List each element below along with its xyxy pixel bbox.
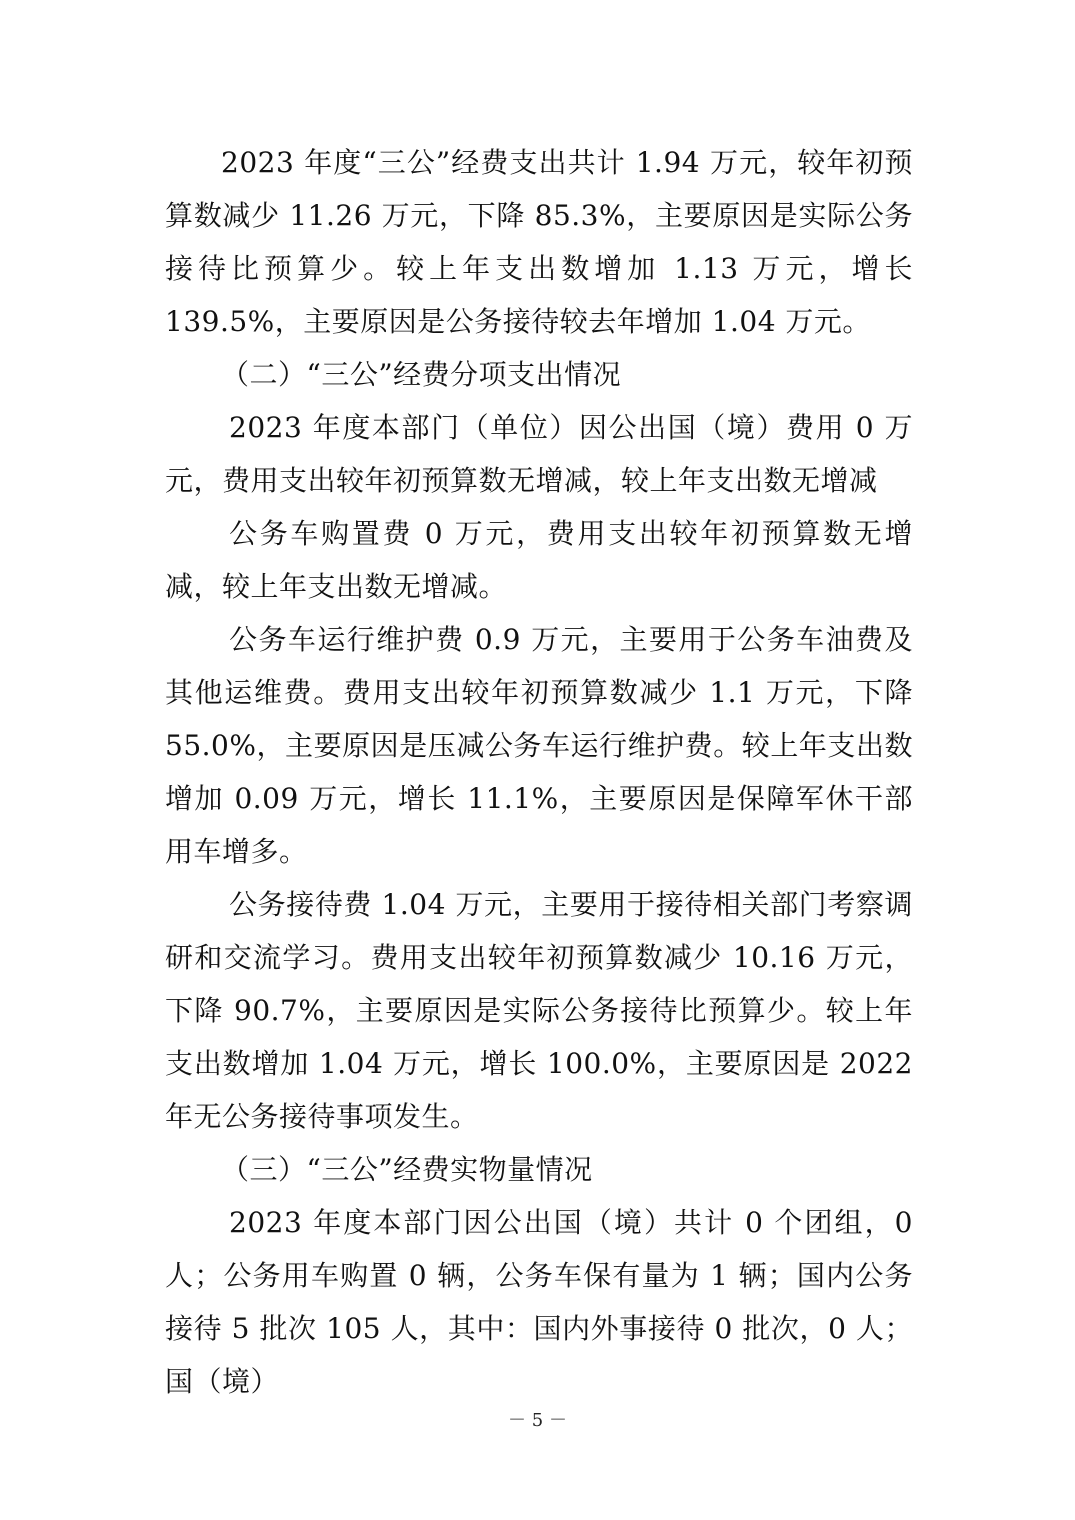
paragraph-physical-quantity: 2023 年度本部门因公出国（境）共计 0 个团组，0 人；公务用车购置 0 辆，公务车保有量为 1 辆；国内公务接待 5 批次 105 人，其中：国内外事接待 0 批次，0 人；国（境） xyxy=(165,1206,913,1398)
paragraph-overseas-travel: 2023 年度本部门（单位）因公出国（境）费用 0 万元，费用支出较年初预算数无增减，较上年支出数无增减 xyxy=(165,411,913,497)
paragraph-vehicle-maintenance: 公务车运行维护费 0.9 万元，主要用于公务车油费及其他运维费。费用支出较年初预算数减少 1.1 万元，下降 55.0%，主要原因是压减公务车运行维护费。较上年支出数增加 0.09 万元，增长 11.1%，主要原因是保障军休干部用车增多。 xyxy=(165,623,913,868)
paragraph-summary: 2023 年度“三公”经费支出共计 1.94 万元，较年初预算数减少 11.26 万元，下降 85.3%，主要原因是实际公务接待比预算少。较上年支出数增加 1.13 万元，增长 139.5%，主要原因是公务接待较去年增加 1.04 万元。 xyxy=(165,146,913,338)
page-number: － 5 － xyxy=(508,1410,567,1431)
section-heading-3: （三）“三公”经费实物量情况 xyxy=(221,1153,593,1186)
paragraph-vehicle-purchase: 公务车购置费 0 万元，费用支出较年初预算数无增减，较上年支出数无增减。 xyxy=(165,517,913,603)
document-body xyxy=(165,136,913,1408)
section-heading-2: （二）“三公”经费分项支出情况 xyxy=(221,358,622,391)
paragraph-reception: 公务接待费 1.04 万元，主要用于接待相关部门考察调研和交流学习。费用支出较年初预算数减少 10.16 万元，下降 90.7%，主要原因是实际公务接待比预算少。较上年支出数增加 1.04 万元，增长 100.0%，主要原因是 2022 年无公务接待事项发生。 xyxy=(165,888,913,1133)
